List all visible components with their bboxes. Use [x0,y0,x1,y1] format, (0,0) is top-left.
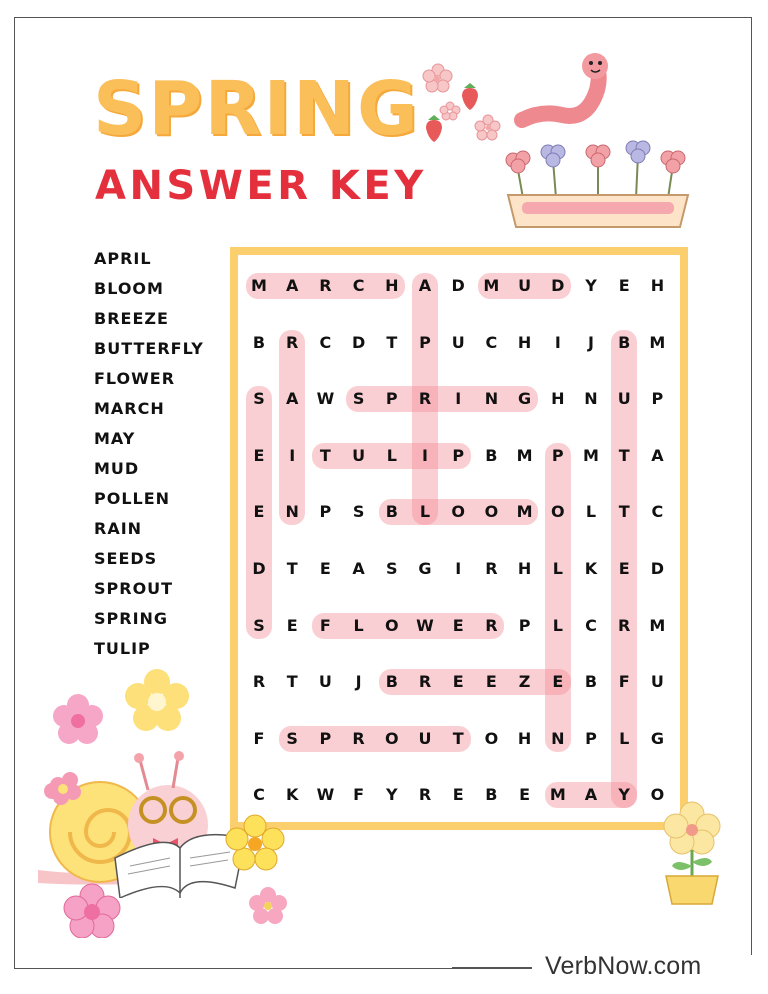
grid-letter: N [484,389,499,409]
grid-letter: U [352,445,366,465]
grid-letter: A [418,276,432,295]
grid-letter: P [585,728,597,748]
answer-highlight-pollen [545,443,571,752]
grid-letter: A [651,445,664,465]
strawberry-icon [420,80,500,150]
grid-letter: A [584,785,598,805]
grid-letter: C [585,615,597,635]
grid-letter: I [289,445,296,465]
grid-letter: G [518,389,532,409]
flower-box-icon [498,140,698,236]
grid-letter: B [584,672,598,692]
word-list-item: BLOOM [94,279,164,298]
grid-letter: U [650,672,664,692]
grid-letter: D [252,559,266,578]
answer-highlight-breeze [379,669,571,695]
grid-letter: S [253,389,265,409]
grid-letter: O [650,785,665,805]
grid-letter: U [518,276,532,295]
grid-letter: I [455,559,462,578]
grid-letter: M [583,445,599,465]
grid-letter: I [554,332,561,352]
grid-letter: R [286,332,299,352]
potted-flower-icon [658,800,726,906]
grid-letter: E [552,672,564,692]
page-subtitle: ANSWER KEY [95,163,427,209]
footer-site[interactable]: VerbNow.com [545,952,702,980]
grid-letter: Z [518,672,531,692]
grid-letter: I [422,445,428,465]
grid-letter: E [319,559,331,578]
grid-letter: L [619,728,630,748]
page-title: SPRING [93,66,420,152]
grid-letter: E [253,502,265,522]
word-list-item: FLOWER [94,369,176,388]
grid-letter: G [418,559,432,578]
grid-letter: R [319,276,332,295]
grid-letter: H [650,276,665,295]
grid-letter: M [251,276,267,295]
worm-icon [512,48,617,138]
grid-letter: O [451,502,465,522]
grid-letter: L [552,615,563,635]
grid-letter: T [286,672,298,692]
answer-highlight-spring [346,386,538,412]
grid-letter: E [452,672,464,692]
grid-letter: M [649,332,666,352]
grid-letter: T [286,559,298,578]
grid-letter: R [418,785,432,805]
grid-letter: S [352,502,365,522]
grid-letter: M [516,445,533,465]
grid-letter: T [386,332,398,352]
grid-letter: D [351,332,366,352]
grid-letter: U [617,389,631,409]
grid-letter: M [549,785,566,805]
grid-letter: A [285,276,299,295]
grid-letter: B [385,502,398,522]
grid-letter: M [516,502,533,522]
grid-letter: R [352,728,365,748]
grid-letter: M [483,276,500,295]
grid-letter: P [319,502,332,522]
grid-letter: L [353,615,364,635]
grid-letter: B [252,332,266,352]
grid-letter: H [385,276,399,295]
grid-letter: O [384,615,399,635]
grid-letter: E [618,276,630,295]
grid-letter: E [253,445,265,465]
grid-letter: T [319,445,331,465]
word-list [94,247,204,667]
grid-letter: P [651,389,664,409]
word-list-item: APRIL [94,249,152,268]
grid-letter: C [352,276,365,295]
grid-letter: S [253,615,265,635]
word-list-item: SEEDS [94,549,158,568]
grid-letter: G [650,728,664,748]
grid-letter: R [418,389,432,409]
grid-letter: E [452,615,464,635]
word-list-item: RAIN [94,519,143,538]
grid-letter: E [452,785,464,805]
grid-letter: O [484,728,499,748]
grid-letter: U [451,332,465,352]
grid-letter: S [352,389,365,409]
grid-letter: S [386,559,398,578]
grid-letter: E [519,785,531,805]
answer-highlight-flower [312,613,504,639]
grid-letter: H [517,559,532,578]
grid-letter: P [419,332,431,352]
word-list-item: SPROUT [94,579,174,598]
grid-letter: R [418,672,432,692]
grid-letter: P [452,445,465,465]
grid-letter: R [485,559,498,578]
word-list-item: SPRING [94,609,169,628]
yellow-flower-icon [122,668,192,734]
grid-letter: P [385,389,398,409]
grid-letter: P [518,615,531,635]
grid-letter: R [485,615,498,635]
grid-letter: A [285,389,299,409]
grid-letter: T [618,502,630,522]
grid-letter: S [286,728,298,748]
grid-letter: C [253,785,265,805]
grid-letter: P [319,728,332,748]
grid-letter: H [517,728,532,748]
footer-divider [452,967,532,969]
grid-letter: W [416,615,434,635]
grid-letter: D [451,276,465,295]
grid-letter: N [285,502,299,522]
word-list-item: MUD [94,459,140,478]
grid-letter: W [316,785,335,805]
grid-letter: U [418,728,432,748]
grid-letter: L [419,502,431,522]
grid-letter: O [550,502,565,522]
grid-letter: Y [585,276,597,295]
grid-letter: Y [618,785,630,805]
grid-letter: L [386,445,397,465]
grid-letter: B [485,785,498,805]
grid-letter: E [485,672,497,692]
grid-letter: H [551,389,565,409]
word-list-item: TULIP [94,639,151,658]
grid-letter: L [552,559,563,578]
word-list-item: MAY [94,429,136,448]
grid-letter: K [285,785,299,805]
word-list-item: BREEZE [94,309,169,328]
grid-letter: W [316,389,335,409]
answer-highlight-sprout [279,726,471,752]
grid-letter: B [618,332,631,352]
grid-letter: F [353,785,365,805]
grid-letter: O [384,728,399,748]
grid-letter: N [584,389,598,409]
pink-flower-icon [50,692,106,748]
grid-letter: E [618,559,630,578]
word-list-item: MARCH [94,399,165,418]
grid-letter: A [352,559,365,578]
grid-letter: J [355,672,362,692]
grid-letter: U [318,672,332,692]
pink-flower-icon [62,882,122,938]
grid-letter: Y [386,785,398,805]
grid-letter: F [253,728,265,748]
answer-highlight-rain [279,330,305,526]
grid-letter: B [485,445,498,465]
grid-letter: H [517,332,532,352]
grid-letter: F [319,615,331,635]
grid-letter: F [618,672,630,692]
word-list-item: BUTTERFLY [94,339,204,358]
grid-letter: D [551,276,565,295]
grid-letter: B [385,672,398,692]
grid-letter: R [252,672,266,692]
grid-letter: O [484,502,499,522]
grid-letter: L [585,502,597,522]
grid-letter: R [618,615,631,635]
grid-letter: N [551,728,565,748]
grid-letter: C [485,332,498,352]
yellow-flower-icon [224,814,286,872]
grid-letter: P [551,445,564,465]
grid-letter: I [455,389,462,409]
sakura-flower-icon [248,886,288,924]
grid-letter: C [319,332,332,352]
grid-letter: J [588,332,594,352]
grid-letter: T [618,445,630,465]
grid-letter: C [651,502,664,522]
grid-letter: T [452,728,464,748]
grid-letter: D [650,559,665,578]
word-list-item: POLLEN [94,489,171,508]
grid-letter: M [649,615,666,635]
grid-letter: K [584,559,598,578]
grid-letter: E [286,615,298,635]
